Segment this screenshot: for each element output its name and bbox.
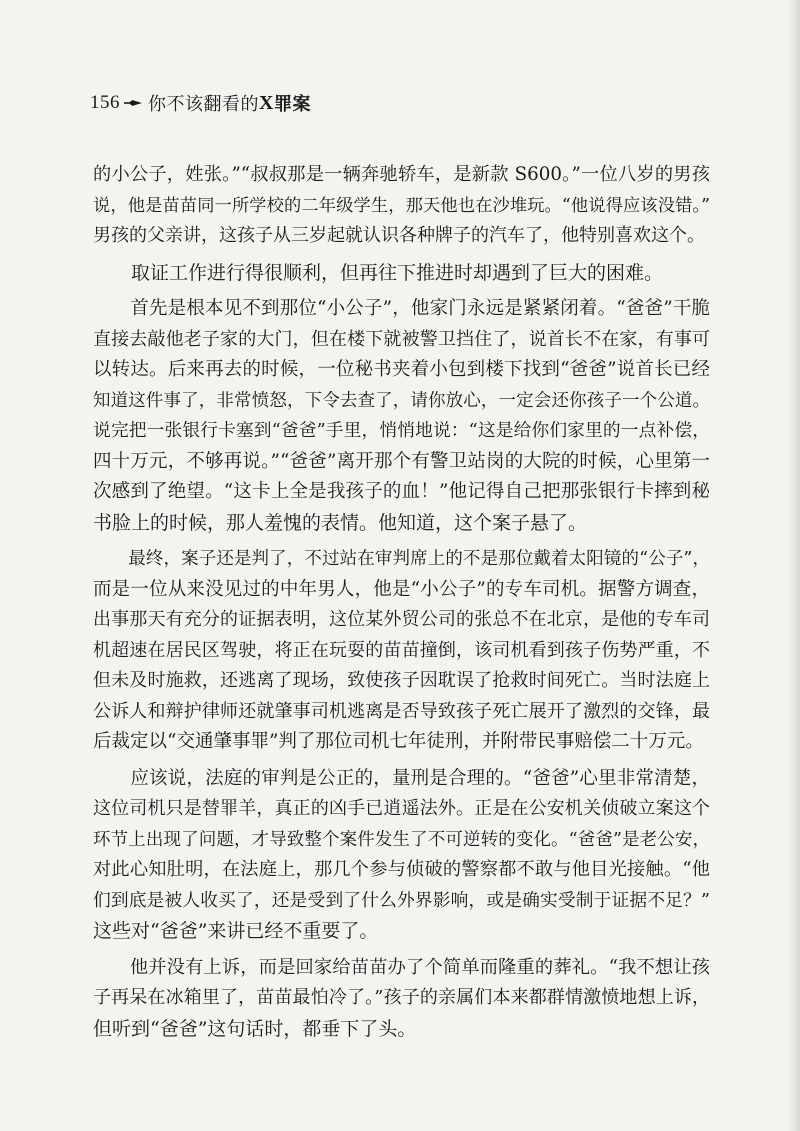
page-edge-shadow bbox=[788, 0, 800, 1131]
body-text bbox=[93, 160, 710, 1044]
book-title-x: X bbox=[259, 91, 274, 114]
text-line: 四十万元，不够再说。”“爸爸”离开那个有警卫站岗的大院的时候，心里第一 bbox=[93, 450, 710, 472]
page-number: 156 bbox=[90, 92, 120, 113]
text-line: 说，他是苗苗同一所学校的二年级学生，那天他也在沙堆玩。“他说得应该没错。” bbox=[93, 195, 710, 216]
paragraph bbox=[93, 953, 710, 1045]
text-line: 公诉人和辩护律师还就肇事司机逃离是否导致孩子死亡展开了激烈的交锋，最 bbox=[93, 700, 710, 722]
text-line: 应该说，法庭的审判是公正的，量刑是合理的。“爸爸”心里非常清楚， bbox=[93, 767, 710, 789]
text-line: 子再呆在冰箱里了，苗苗最怕冷了。”孩子的亲属们本来都群情激愤地想上诉， bbox=[93, 987, 710, 1008]
paragraph bbox=[93, 544, 710, 758]
text-line: 次感到了绝望。“这卡上全是我孩子的血！”他记得自己把那张银行卡摔到秘 bbox=[93, 481, 710, 502]
text-line: 书脸上的时候，那人羞愧的表情。他知道，这个案子悬了。 bbox=[93, 511, 588, 534]
text-line: 机超速在居民区驾驶，将正在玩耍的苗苗撞倒，该司机看到孩子伤势严重，不 bbox=[93, 639, 710, 661]
running-header bbox=[90, 88, 311, 118]
text-line: 最终，案子还是判了，不过站在审判席上的不是那位戴着太阳镜的“公子”， bbox=[93, 549, 710, 569]
text-line: 说完把一张银行卡塞到“爸爸”手里，悄悄地说：“这是给你们家里的一点补偿， bbox=[93, 421, 710, 441]
text-line: 但未及时施救，还逃离了现场，致使孩子因耽误了抢救时间死亡。当时法庭上 bbox=[93, 670, 710, 691]
text-line: 而是一位从来没见过的中年男人，他是“小公子”的专车司机。据警方调查， bbox=[93, 578, 710, 600]
text-line: 对此心知肚明，在法庭上，那几个参与侦破的警察都不敢与他目光接触。“他 bbox=[93, 859, 710, 880]
text-line: 知道这件事了，非常愤怒，下令去查了，请你放心，一定会还你孩子一个公道。 bbox=[93, 390, 710, 411]
text-line: 这些对“爸爸”来讲已经不重要了。 bbox=[93, 920, 379, 942]
book-title-prefix: 你不该翻看的 bbox=[148, 94, 259, 115]
paragraph bbox=[93, 258, 710, 289]
text-line: 他并没有上诉，而是回家给苗苗办了个简单而隆重的葬礼。“我不想让孩 bbox=[93, 956, 710, 978]
pen-nib-icon bbox=[123, 97, 145, 109]
text-line: 后裁定以“交通肇事罪”判了那位司机七年徒刑，并附带民事赔偿二十万元。 bbox=[93, 731, 704, 752]
text-line: 男孩的父亲讲，这孩子从三岁起就认识各种牌子的汽车了，他特别喜欢这个。 bbox=[93, 225, 705, 246]
text-line: 以转达。后来再去的时候，一位秘书夹着小包到楼下找到“爸爸”说首长已经 bbox=[93, 359, 710, 380]
paragraph bbox=[93, 160, 710, 252]
text-line: 取证工作进行得很顺利，但再往下推进时却遇到了巨大的困难。 bbox=[93, 261, 664, 284]
text-line: 这位司机只是替罪羊，真正的凶手已逍遥法外。正是在公安机关侦破立案这个 bbox=[93, 798, 710, 819]
text-line: 们到底是被人收买了，还是受到了什么外界影响，或是确实受制于证据不足？” bbox=[93, 890, 710, 911]
text-line: 但听到“爸爸”这句话时，都垂下了头。 bbox=[93, 1017, 417, 1040]
text-line: 直接去敲他老子家的大门，但在楼下就被警卫挡住了，说首长不在家，有事可 bbox=[93, 328, 710, 350]
paragraph bbox=[93, 764, 710, 947]
paragraph bbox=[93, 294, 710, 538]
text-line: 的小公子，姓张。”“叔叔那是一辆奔驰轿车，是新款 S600。”一位八岁的男孩 bbox=[93, 164, 710, 185]
text-line: 出事那天有充分的证据表明，这位某外贸公司的张总不在北京，是他的专车司 bbox=[93, 609, 710, 630]
text-line: 首先是根本见不到那位“小公子”，他家门永远是紧紧闭着。“爸爸”干脆 bbox=[93, 298, 710, 319]
text-line: 环节上出现了问题，才导致整个案件发生了不可逆转的变化。“爸爸”是老公安， bbox=[93, 829, 710, 850]
book-title-suffix: 罪案 bbox=[273, 94, 311, 115]
